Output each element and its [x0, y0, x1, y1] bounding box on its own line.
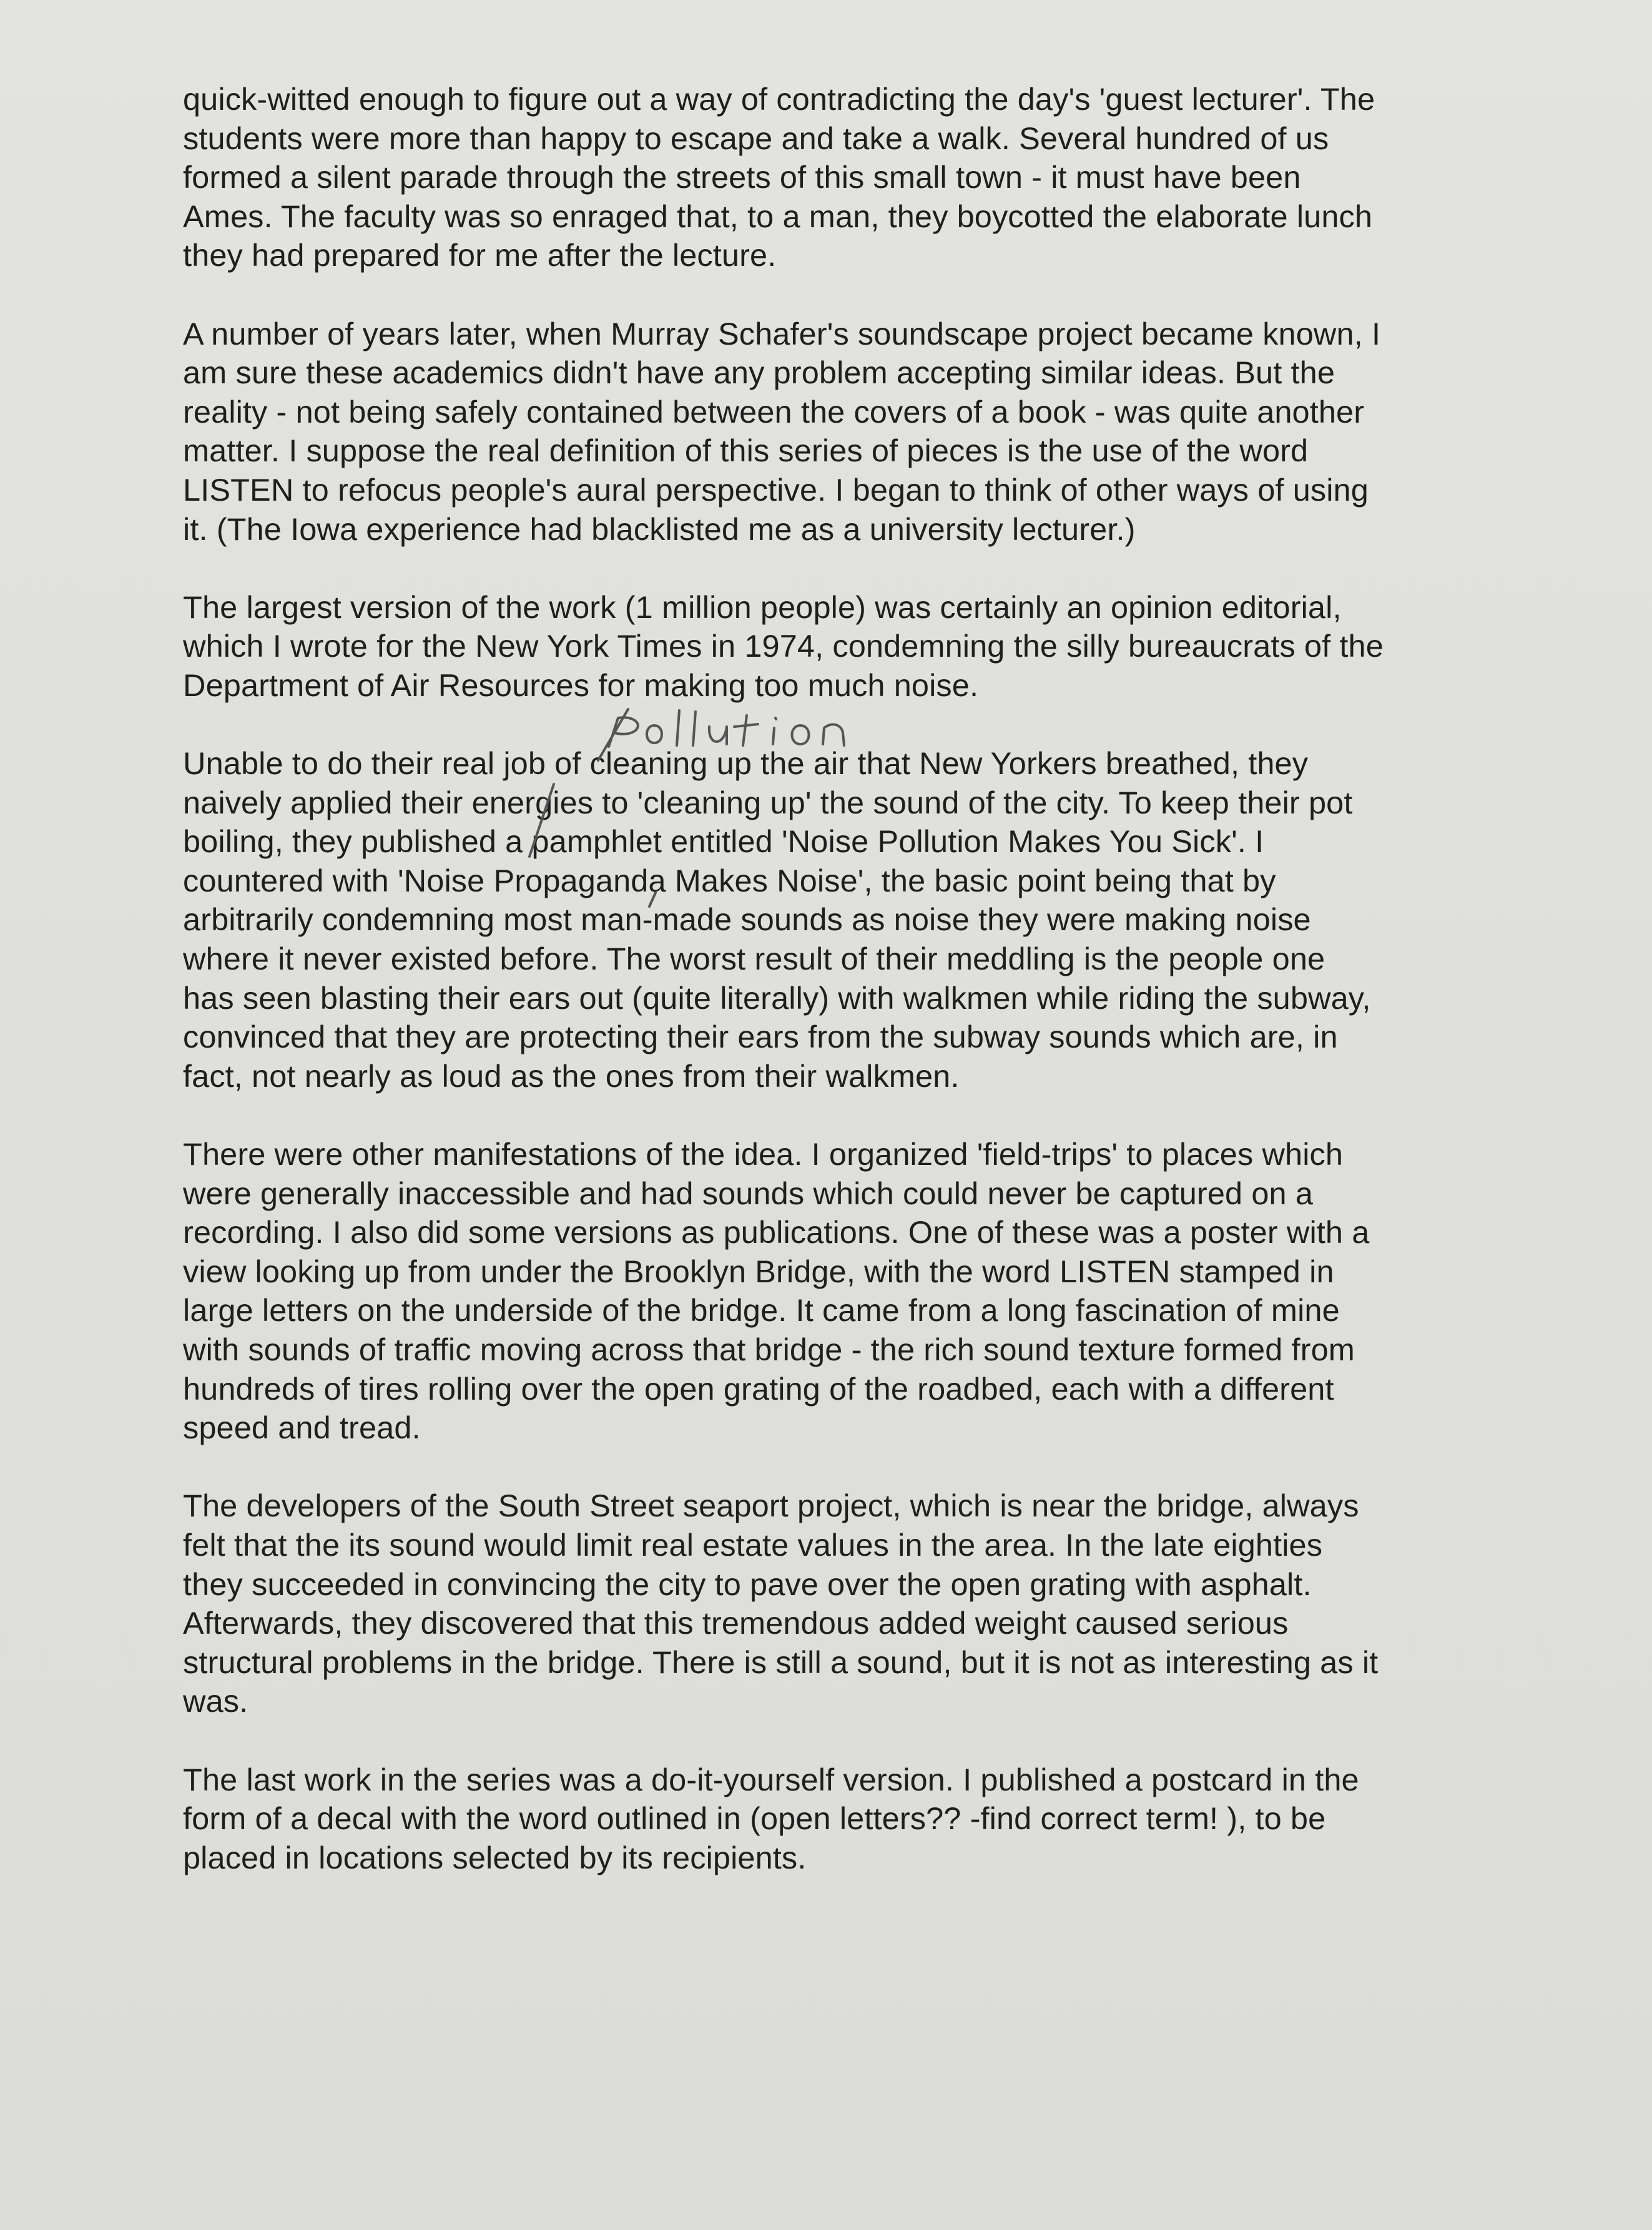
paragraph-noise-pollution: Unable to do their real job of cleaning up the air that New Yorkers breathed, they naively applied their energies to 'cleaning up' the sound of the city. To keep their pot boiling, they published a pamphlet entitled 'Noise Pollution Makes You Sick'. I countered with 'Noise Propaganda Makes Noise', the basic point being that by arbitrarily condemning most man-made sounds as noise they were making noise where it never existed before. The worst result of their meddling is the people one has seen blasting their ears out (quite literally) with walkmen while riding the subway, convinced that they are protecting their ears from the subway sounds which are, in fact, not nearly as loud as the ones from their walkmen.: [183, 745, 1371, 1094]
paragraph-guest-lecturer: quick-witted enough to figure out a way of contradicting the day's 'guest lecturer'. The students were more than happy to escape and take a walk. Several hundred of us formed a silent parade through the streets of this small town - it must have been Ames. The faculty was so enraged that, to a man, they boycotted the elaborate lunch they had prepared for me after the lecture.: [183, 81, 1375, 273]
paragraph-opinion-editorial: The largest version of the work (1 million people) was certainly an opinion editorial, which I wrote for the New York Times in 1974, condemning the silly bureaucrats of the Department of Air Resources for making too much noise.: [183, 589, 1384, 703]
paragraph-brooklyn-bridge: There were other manifestations of the idea. I organized 'field-trips' to places which were generally inaccessible and had sounds which could never be captured on a recording. I also did some versions as publications. One of these was a poster with a view looking up from under the Brooklyn Bridge, with the word LISTEN stamped in large letters on the underside of the bridge. It came from a long fascination of mine with sounds of traffic moving across that bridge - the rich sound texture formed from hundreds of tires rolling over the open grating of the roadbed, each with a different speed and tread.: [183, 1136, 1370, 1446]
document-body: [183, 80, 1513, 1917]
paragraph-south-street-seaport: The developers of the South Street seaport project, which is near the bridge, always felt that the its sound would limit real estate values in the area. In the late eighties they succeeded in convincing the city to pave over the open grating with asphalt. Afterwards, they discovered that this tremendous added weight caused serious structural problems in the bridge. There is still a sound, but it is not as interesting as it was.: [183, 1488, 1379, 1719]
paragraph-postcard-decal: The last work in the series was a do-it-yourself version. I published a postcard in the form of a decal with the word outlined in (open letters?? -find correct term! ), to be placed in locations selected by its recipients.: [183, 1761, 1359, 1875]
paragraph-soundscape: A number of years later, when Murray Schafer's soundscape project became known, I am sure these academics didn't have any problem accepting similar ideas. But the reality - not being safely contained between the covers of a book - was quite another matter. I suppose the real definition of this series of pieces is the use of the word LISTEN to refocus people's aural perspective. I began to think of other ways of using it. (The Iowa experience had blacklisted me as a university lecturer.): [183, 315, 1381, 547]
